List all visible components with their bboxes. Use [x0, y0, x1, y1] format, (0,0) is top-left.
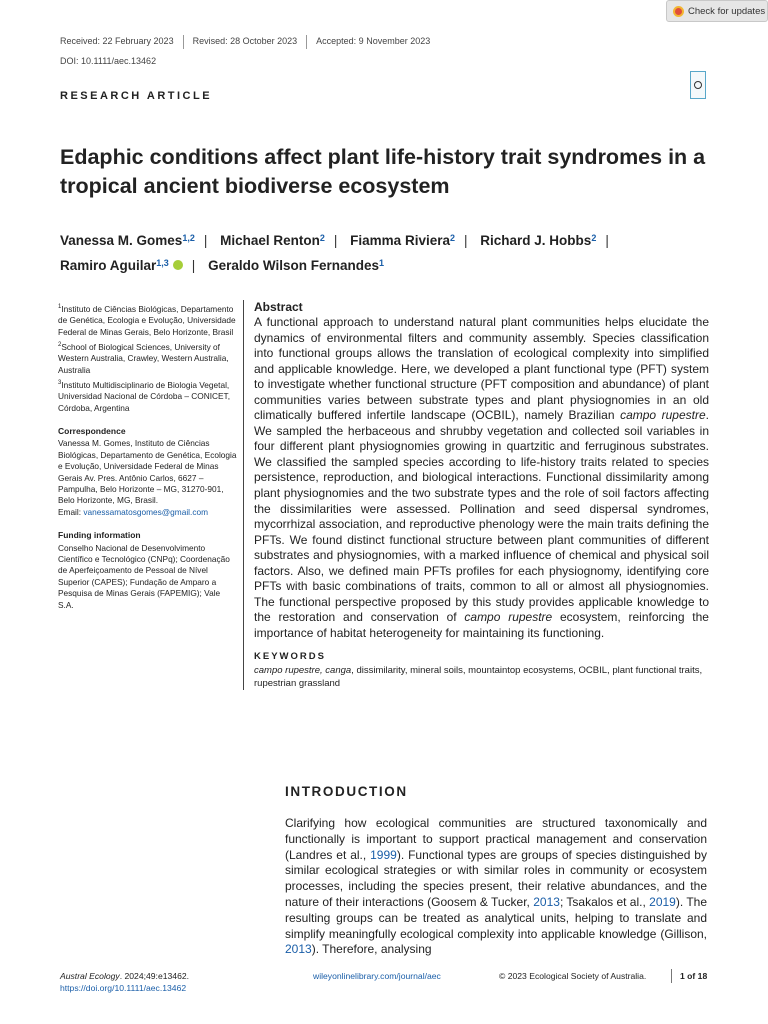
author-affiliation-sup[interactable]: 2: [319, 233, 325, 243]
email-label: Email:: [58, 506, 84, 517]
author-name[interactable]: Fiamma Riviera: [350, 233, 450, 248]
author-affiliation-sup[interactable]: 1,2: [182, 233, 195, 243]
affiliation-number: 1: [58, 304, 62, 310]
intro-part: ). The resulting groups can be treated as analytical units, helping to translate and simplify meaningfully ecological complexity into applicable knowledge (Gillison,: [285, 894, 707, 941]
journal-name: Austral Ecology: [60, 971, 120, 981]
abstract-part: A functional approach to understand natural plant communities helps elucidate the dynamics of environmental filters and community assembly. Species classification into functional groups allows the translation of ecological complexity into simplified and applicable knowledge. Here, we developed a plant functional type (PFT) system to investigate whether functional structure (PFT composition and abundance) of plant communities varies between substrate types and plant physiognomies in an old climatically buffered infertile landscape (OCBIL), namely Brazilian: [254, 315, 709, 423]
divider: [306, 35, 307, 49]
copyright: © 2023 Ecological Society of Australia.: [499, 971, 647, 981]
article-type: RESEARCH ARTICLE: [60, 90, 213, 102]
abstract-text: [254, 315, 709, 641]
affiliation-text: School of Biological Sciences, University of Western Australia, Crawley, Western Australia, Australia: [58, 341, 229, 375]
citation-link[interactable]: 1999: [370, 847, 397, 862]
abstract-italic: campo rupestre: [464, 610, 553, 625]
funding-heading: Funding information: [58, 530, 141, 541]
affiliation: [58, 378, 238, 414]
email-link[interactable]: vanessamatosgomes@gmail.com: [83, 506, 208, 517]
abstract-italic: campo rupestre: [620, 408, 706, 423]
author-name[interactable]: Geraldo Wilson Fernandes: [208, 258, 379, 273]
check-updates-label: Check for updates: [688, 5, 766, 17]
author-name[interactable]: Richard J. Hobbs: [480, 233, 592, 248]
author-separator: |: [605, 233, 609, 248]
divider: [183, 35, 184, 49]
author-separator: |: [203, 233, 208, 248]
page-number: 1 of 18: [680, 971, 708, 981]
citation-link[interactable]: 2013: [533, 894, 560, 909]
author-affiliation-sup[interactable]: 1: [379, 258, 385, 268]
abstract-heading: Abstract: [254, 300, 303, 314]
author-list: [60, 228, 720, 278]
received-date: Received: 22 February 2023: [60, 36, 174, 46]
affiliation-text: Instituto de Ciências Biológicas, Departamento de Genética, Ecologia e Evolução, Universidade Federal de Minas Gerais, Belo Horizonte, Brasil: [58, 303, 236, 337]
journal-volume: . 2024;49:e13462.: [119, 971, 190, 981]
author-name[interactable]: Ramiro Aguilar: [60, 258, 157, 273]
journal-citation: [60, 971, 189, 981]
doi-link[interactable]: https://doi.org/10.1111/aec.13462: [60, 983, 187, 993]
accepted-date: Accepted: 9 November 2023: [316, 36, 431, 46]
author-affiliation-sup[interactable]: 2: [591, 233, 597, 243]
journal-site-link[interactable]: wileyonlinelibrary.com/journal/aec: [313, 971, 441, 981]
keywords-text: [254, 664, 709, 690]
affiliation-number: 3: [58, 379, 62, 386]
check-for-updates-button[interactable]: [666, 0, 768, 22]
crossmark-icon: [673, 6, 684, 17]
correspondence-heading: Correspondence: [58, 425, 126, 436]
correspondence-address: Vanessa M. Gomes, Instituto de Ciências Biológicas, Departamento de Genética, Ecologia e Evolução, Universidade Federal de Minas Gerais Av. Pres. Antônio Carlos, 6627 – Pampulha, Belo Horizonte – MG, 31270-901, Belo Horizonte, MG, Brasil.: [58, 438, 237, 506]
citation-link[interactable]: 2019: [649, 894, 676, 909]
divider: [671, 969, 672, 983]
keywords-heading: KEYWORDS: [254, 651, 326, 663]
author-affiliation-sup[interactable]: 1,3: [156, 258, 169, 268]
revised-date: Revised: 28 October 2023: [192, 36, 298, 46]
funding-text: Conselho Nacional de Desenvolvimento Científico e Tecnológico (CNPq); Coordenação de Aperfeiçoamento de Pessoal de Nível Superior (CAPES); Fundação de Amparo a Pesquisa de Minas Gerais (FAPEMIG); Vale S.A.: [58, 542, 230, 610]
affiliation-text: Instituto Multidisciplinario de Biologia Vegetal, Universidad Nacional de Córdoba – CONICET, Córdoba, Argentina: [58, 379, 231, 413]
article-title: Edaphic conditions affect plant life-history trait syndromes in a tropical ancient biodiverse ecosystem: [60, 145, 706, 198]
author-name[interactable]: Michael Renton: [220, 233, 320, 248]
abstract-section: [243, 300, 709, 690]
doi: DOI: 10.1111/aec.13462: [60, 56, 157, 66]
intro-part: Clarifying how ecological communities are structured taxonomically and functionally is important to support practical management and conservation (Landres et al.,: [285, 816, 707, 862]
article-info-column: [58, 302, 238, 611]
keywords-italic: campo rupestre, canga: [254, 665, 352, 677]
abstract-part: ecosystem, reinforcing the importance of habitat heterogeneity for maintaining its functioning.: [254, 610, 709, 640]
affiliation-number: 2: [58, 341, 62, 348]
author-affiliation-sup[interactable]: 2: [449, 233, 455, 243]
intro-part: ). Functional types are groups of species distinguished by similar ecological strategies or with similar roles in community or ecosystem processes, including the species present, their relative abundances, and the nature of their interactions (Goosem & Tucker,: [285, 847, 707, 909]
badge-circle: [694, 81, 702, 89]
open-access-badge-icon[interactable]: [690, 71, 706, 99]
citation-link[interactable]: 2013: [285, 942, 312, 957]
intro-part: ). Therefore, analysing: [311, 942, 432, 957]
affiliation: [58, 302, 238, 338]
keywords-rest: , dissimilarity, mineral soils, mountaintop ecosystems, OCBIL, plant functional traits, rupestrian grassland: [254, 665, 703, 690]
correspondence-text: [58, 438, 238, 518]
introduction-heading: INTRODUCTION: [285, 784, 408, 799]
author-separator: |: [464, 233, 468, 248]
abstract-part: . We sampled the herbaceous and shrubby vegetation and collected soil variables in four different plant physiognomies growing in quartzitic and ferruginous substrates. We classified the sampled species according to life-history traits related to species persistence, reproduction, and biological interactions. Functional dissimilarity among plant physiognomies and the two substrate types and the role of soil factors affecting the dissimilarities were assessed. Pollination and seed dispersal syndromes, mycorrhizal association, and reproductive phenology were the main traits defining the PFTs. We found distinct functional structure between plant communities of different substrates and physiognomies, with a marked influence of chemical and physical soil factors. Also, we defined main PFTs profiles for each physiognomy, identifying core PFTs with basic combinations of traits, common to all or almost all physiognomies. The functional perspective proposed by this study provides applicable knowledge to the restoration and conservation of: [254, 408, 709, 625]
author-separator: |: [333, 233, 338, 248]
affiliation: [58, 340, 238, 376]
introduction-text: [285, 816, 707, 958]
intro-part: ; Tsakalos et al.,: [559, 894, 650, 909]
publication-dates: [60, 36, 430, 50]
author-name[interactable]: Vanessa M. Gomes: [60, 233, 183, 248]
author-separator: |: [191, 258, 196, 273]
orcid-icon[interactable]: [173, 260, 183, 270]
